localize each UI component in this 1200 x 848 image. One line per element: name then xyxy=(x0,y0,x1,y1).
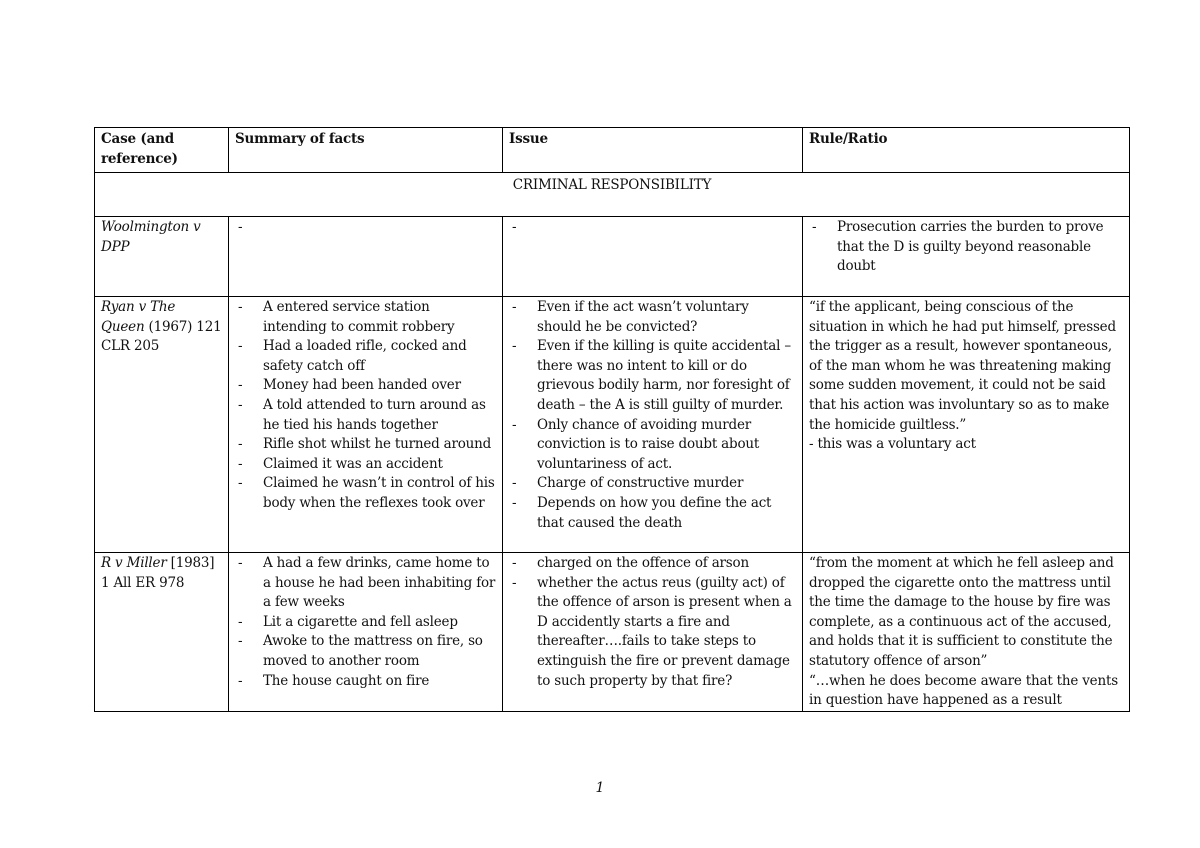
list-item: - Money had been handed over xyxy=(235,376,496,396)
rule-paragraph: “if the applicant, being conscious of the situation in which he had put himself, pressed the trigger as a result, however spontaneous, of the man whom he was threatening making some sudden movement, it could not be said that his action was involuntary so as to make the homicide guiltless.” xyxy=(809,299,1116,433)
rule-cell xyxy=(803,553,1130,712)
case-cell xyxy=(95,553,229,712)
table-row xyxy=(95,217,1130,297)
header-rule: Rule/Ratio xyxy=(803,128,1130,173)
section-title: CRIMINAL RESPONSIBILITY xyxy=(95,173,1130,217)
rule-cell xyxy=(803,297,1130,553)
list-item: - Claimed he wasn’t in control of his body when the reflexes took over xyxy=(235,474,496,513)
list-item: - A had a few drinks, came home to a house he had been inhabiting for a few weeks xyxy=(235,554,496,613)
list-item: - Even if the killing is quite accidental – there was no intent to kill or do grievous bodily harm, nor foresight of death – the A is still guilty of murder. xyxy=(509,337,796,415)
list-item: - Prosecution carries the burden to prove that the D is guilty beyond reasonable doubt xyxy=(809,218,1123,277)
facts-cell xyxy=(229,553,503,712)
rule-paragraph: “…when he does become aware that the vents in question have happened as a result xyxy=(809,672,1118,709)
section-row xyxy=(95,173,1130,217)
rule-list xyxy=(809,218,1123,277)
case-title: Ryan v The Queen xyxy=(101,299,176,335)
case-title: R v Miller xyxy=(101,555,167,571)
table-row xyxy=(95,297,1130,553)
list-item: - A told attended to turn around as he tied his hands together xyxy=(235,396,496,435)
list-item: - Charge of constructive murder xyxy=(509,474,796,494)
case-reference: (1967) 121 CLR 205 xyxy=(101,318,222,355)
list-item: - Even if the act wasn’t voluntary should he be convicted? xyxy=(509,298,796,337)
case-title: Woolmington v DPP xyxy=(101,219,201,255)
list-item: - whether the actus reus (guilty act) of the offence of arson is present when a D accidently starts a fire and thereafter….fails to take steps to extinguish the fire or prevent damage to such property by that fire? xyxy=(509,574,796,692)
rule-paragraph: “from the moment at which he fell asleep and dropped the cigarette onto the mattress until the time the damage to the house by fire was complete, as a continuous act of the accused, and holds that it is sufficient to constitute the statutory offence of arson” xyxy=(809,555,1114,669)
list-item: - Had a loaded rifle, cocked and safety catch off xyxy=(235,337,496,376)
case-table xyxy=(94,127,1130,712)
issue-cell xyxy=(503,553,803,712)
case-cell xyxy=(95,217,229,297)
list-item: - Lit a cigarette and fell asleep xyxy=(235,613,496,633)
list-item: - The house caught on fire xyxy=(235,672,496,692)
issues-list xyxy=(509,298,796,533)
facts-list xyxy=(235,298,496,514)
case-cell xyxy=(95,297,229,553)
list-item: - Depends on how you define the act that caused the death xyxy=(509,494,796,533)
page-number: 1 xyxy=(595,780,605,796)
header-case: Case (and reference) xyxy=(95,128,229,173)
rule-paragraph: - this was a voluntary act xyxy=(809,436,976,453)
facts-list xyxy=(235,554,496,691)
issue-cell xyxy=(503,217,803,297)
list-item: - Awoke to the mattress on fire, so moved to another room xyxy=(235,632,496,671)
list-item: - charged on the offence of arson xyxy=(509,554,796,574)
list-item: - Only chance of avoiding murder conviction is to raise doubt about voluntariness of act. xyxy=(509,416,796,475)
issues-list xyxy=(509,554,796,691)
list-item: - Claimed it was an accident xyxy=(235,455,496,475)
table-row xyxy=(95,553,1130,712)
issue-cell xyxy=(503,297,803,553)
list-item: - A entered service station intending to commit robbery xyxy=(235,298,496,337)
case-reference: [1983] 1 All ER 978 xyxy=(101,555,215,591)
rule-cell xyxy=(803,217,1130,297)
facts-cell xyxy=(229,217,503,297)
header-issue: Issue xyxy=(503,128,803,173)
facts-cell xyxy=(229,297,503,553)
table-header-row xyxy=(95,128,1130,173)
header-facts: Summary of facts xyxy=(229,128,503,173)
list-item: - Rifle shot whilst he turned around xyxy=(235,435,496,455)
